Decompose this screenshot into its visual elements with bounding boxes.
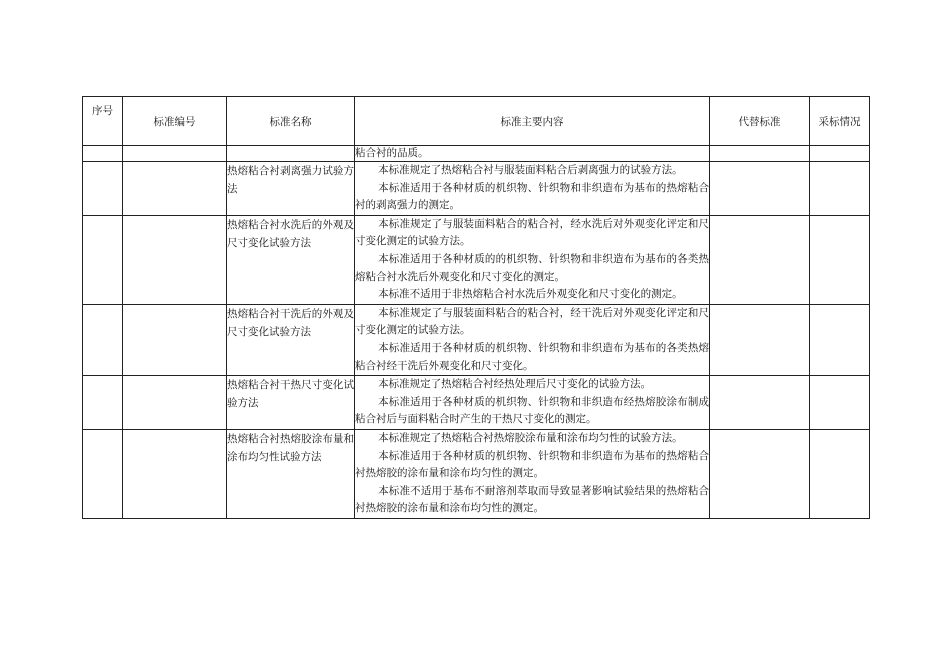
name-cell: 热熔粘合衬干洗后的外观及尺寸变化试验方法 [227,304,355,375]
seq-cell [83,429,123,518]
seq-cell [83,162,123,216]
table-row [83,162,870,216]
replace-cell [710,215,810,304]
adopt-cell [810,429,870,518]
replace-cell [710,376,810,430]
table-row [83,304,870,375]
seq-cell [83,146,123,162]
content-paragraph: 本标准适用于各种材质的机织物、针织物和非织造布为基布的热熔粘合衬的剥离强力的测定。 [355,181,709,212]
content-cell [355,429,710,518]
content-paragraph: 本标准适用于各种材质的机织物、针织物和非织造布经热熔胶涂布制成粘合衬后与面料粘合时产生的干热尺寸变化的测定。 [355,395,709,426]
name-cell: 热熔粘合衬热熔胶涂布量和涂布均匀性试验方法 [227,429,355,518]
content-cell [355,162,710,216]
seq-cell [83,215,123,304]
name-cell: 热熔粘合衬剥离强力试验方法 [227,162,355,216]
header-row [83,97,870,146]
header-adoption: 采标情况 [810,97,870,146]
content-paragraph: 本标准适用于各种材质的机织物、针织物和非织造布为基布的热熔粘合衬热熔胶的涂布量和涂布均匀性的测定。 [355,449,709,480]
code-cell [123,376,227,430]
code-cell [123,162,227,216]
content-paragraph: 本标准规定了与服装面料粘合的粘合衬，经干洗后对外观变化评定和尺寸变化测定的试验方法。 [355,306,709,337]
content-paragraph: 本标准规定了热熔粘合衬经热处理后尺寸变化的试验方法。 [378,378,652,391]
content-paragraph: 本标准规定了热熔粘合衬与服装面料粘合后剥离强力的试验方法。 [378,164,683,176]
content-paragraph: 本标准适用于各种材质的机织物、针织物和非织造布为基布的各类热熔粘合衬经干洗后外观变化和尺寸变化。 [355,341,709,372]
content-cell [355,304,710,375]
table-row [83,429,870,518]
content-paragraph: 本标准不适用于基布不耐溶剂萃取而导致显著影响试验结果的热熔粘合衬热熔胶的涂布量和涂布均匀性的测定。 [355,484,709,515]
name-cell: 热熔粘合衬干热尺寸变化试验方法 [227,376,355,430]
adopt-cell [810,215,870,304]
header-main-content: 标准主要内容 [355,97,710,146]
content-cell: 粘合衬的品质。 [355,146,710,162]
code-cell [123,429,227,518]
header-seq: 序号 [83,97,123,146]
table-row [83,376,870,430]
seq-cell [83,304,123,375]
header-standard-code: 标准编号 [123,97,227,146]
adopt-cell [810,304,870,375]
header-standard-name: 标准名称 [227,97,355,146]
seq-cell [83,376,123,430]
content-paragraph: 本标准规定了热熔粘合衬热熔胶涂布量和涂布均匀性的试验方法。 [378,431,683,444]
code-cell [123,146,227,162]
name-cell: 热熔粘合衬水洗后的外观及尺寸变化试验方法 [227,215,355,304]
adopt-cell [810,162,870,216]
replace-cell [710,162,810,216]
code-cell [123,304,227,375]
replace-cell [710,429,810,518]
table-row [83,215,870,304]
content-paragraph: 本标准适用于各种材质的的机织物、针织物和非织造布为基布的各类热熔粘合衬水洗后外观变化和尺寸变化的测定。 [355,252,709,283]
continuation-row [83,146,870,162]
replace-cell [710,146,810,162]
content-cell [355,215,710,304]
replace-cell [710,304,810,375]
content-paragraph: 本标准不适用于非热熔粘合衬水洗后外观变化和尺寸变化的测定。 [378,288,683,301]
header-replaced-standard: 代替标准 [710,97,810,146]
content-cell [355,376,710,430]
adopt-cell [810,376,870,430]
adopt-cell [810,146,870,162]
name-cell [227,146,355,162]
code-cell [123,215,227,304]
content-paragraph: 本标准规定了与服装面料粘合的粘合衬，经水洗后对外观变化评定和尺寸变化测定的试验方法。 [355,217,709,248]
standards-table [82,96,870,519]
